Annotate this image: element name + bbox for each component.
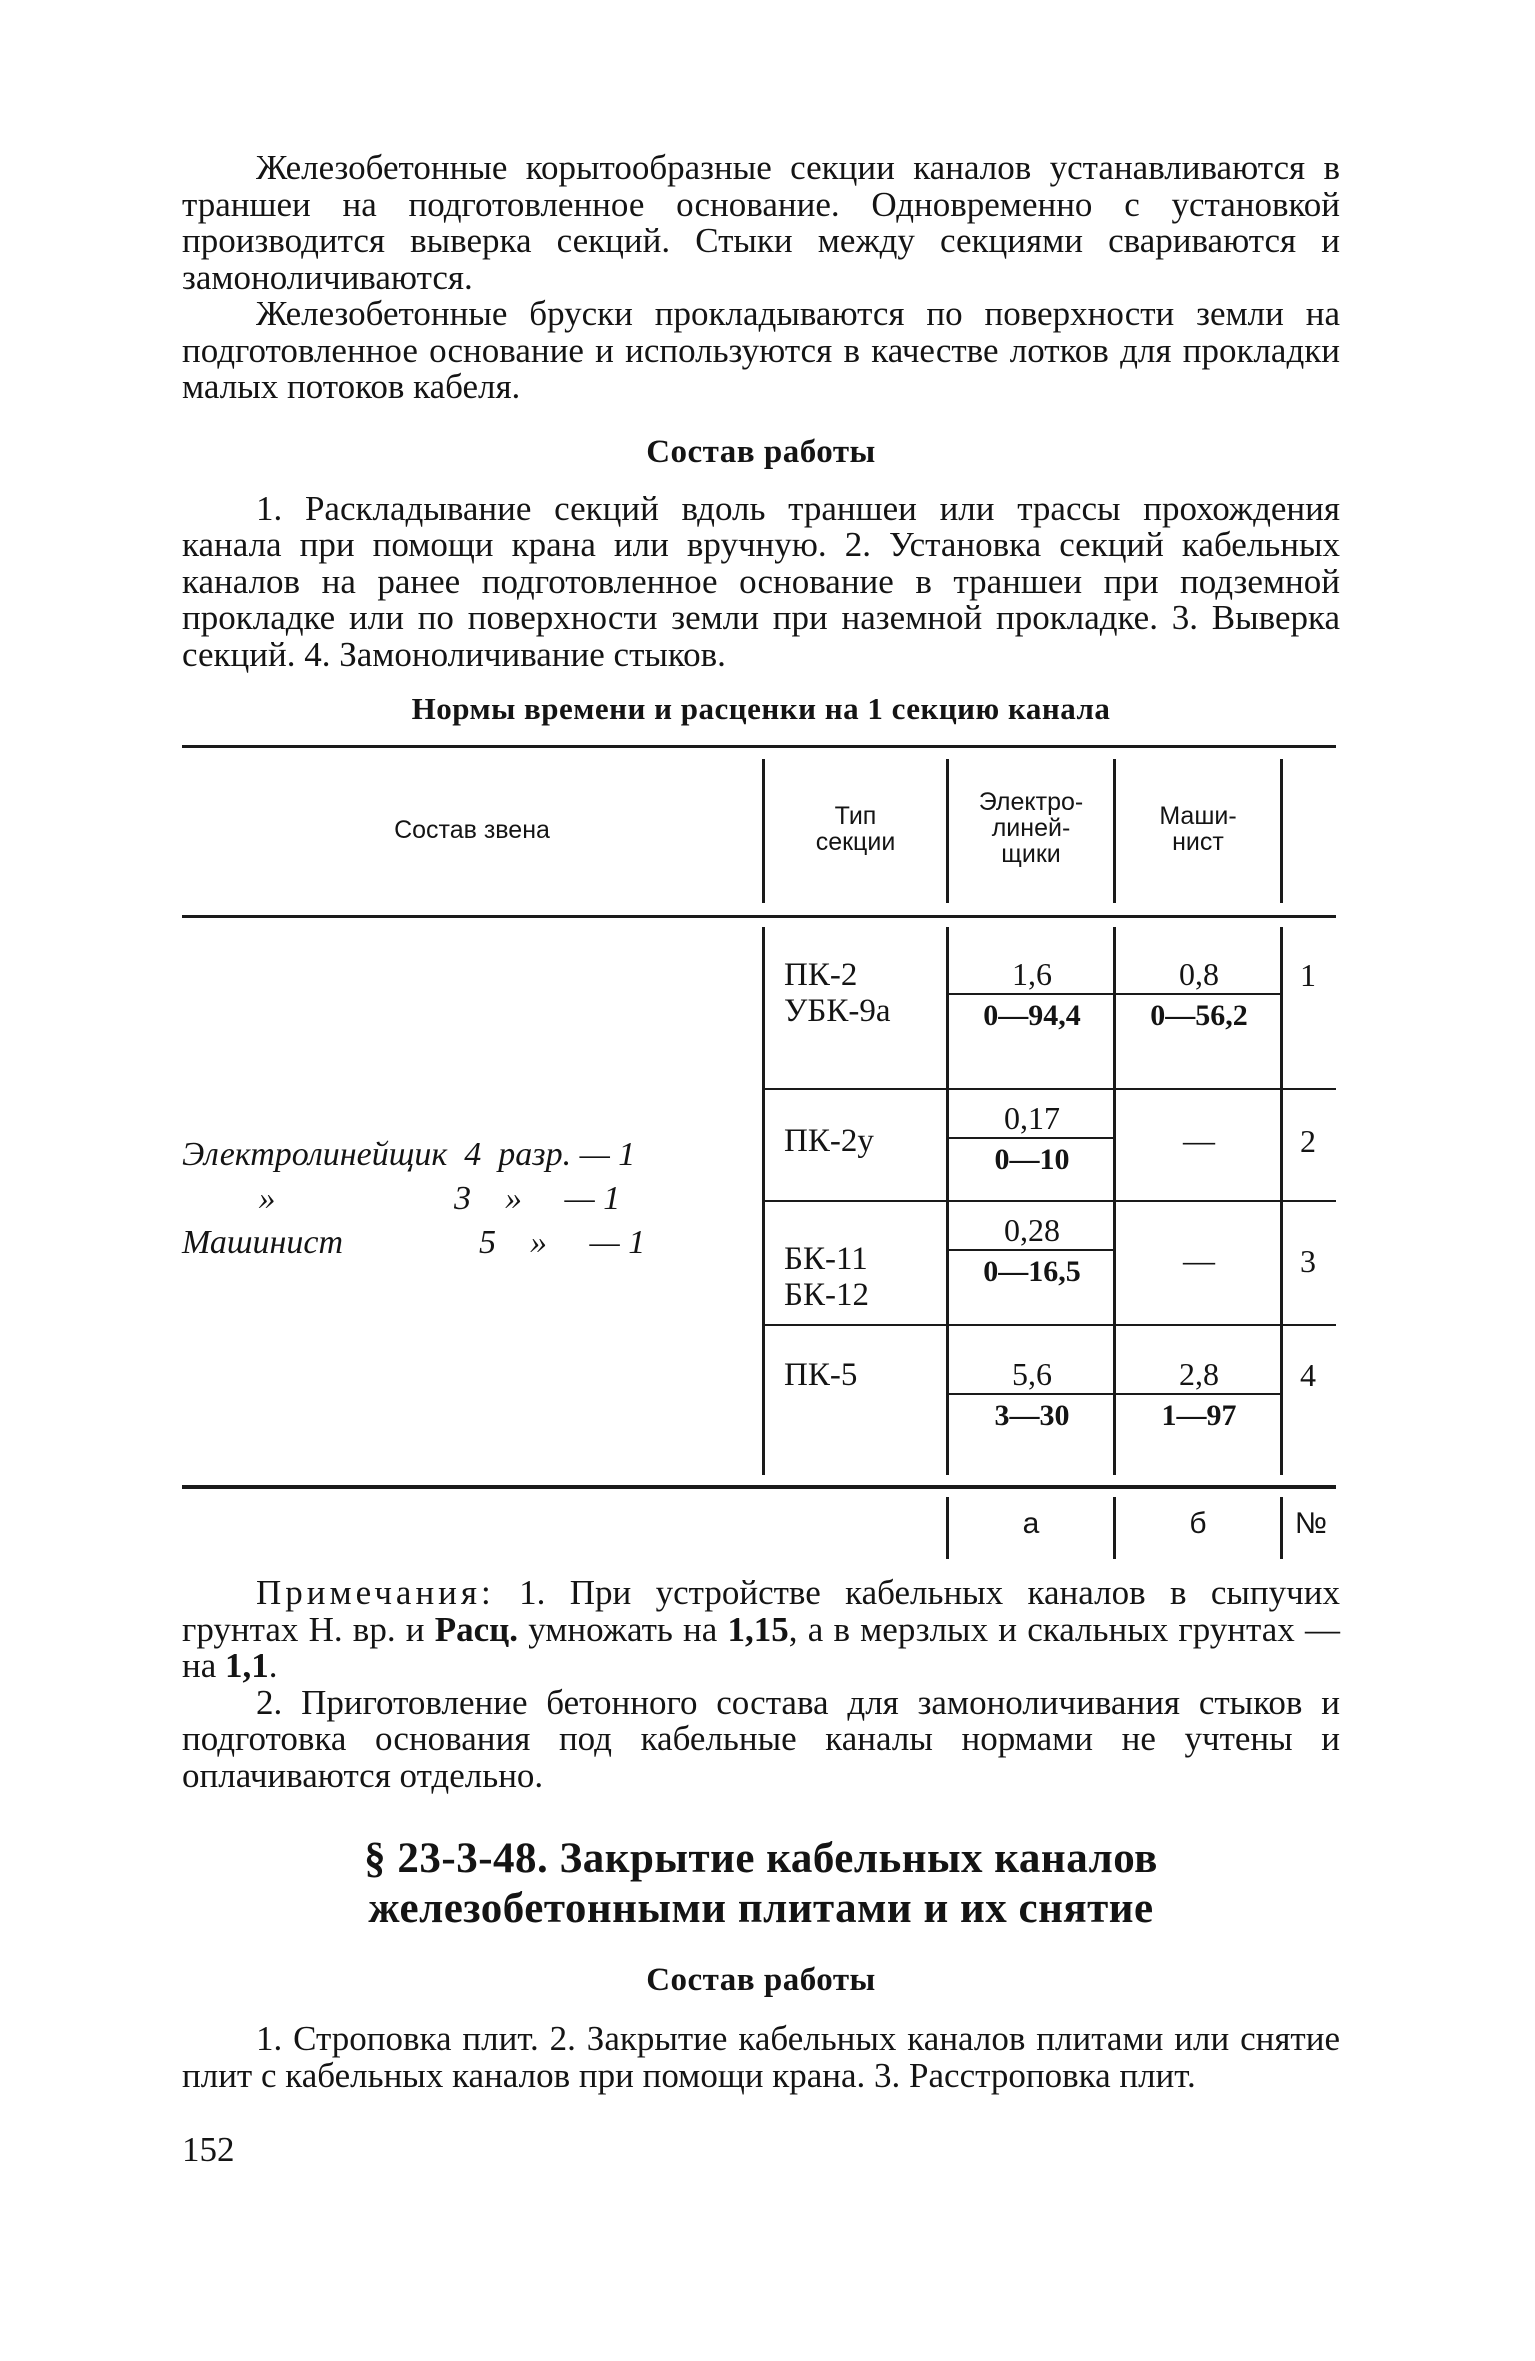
row4-machinist (1116, 1357, 1282, 1433)
row1-el-rate: 0—94,4 (949, 993, 1115, 1033)
table-top-rule (182, 745, 1336, 748)
row1-number: 1 (1300, 957, 1316, 993)
row1-type: ПК-2 УБК-9а (784, 957, 891, 1029)
work-text-1: 1. Раскладывание секций вдоль траншеи или трассы прохождения канала при помощи крана или вручную. 2. Установка секций кабельных каналов на ранее подготовленное основание в траншеи при подземной прокладке или по поверхности земли при наземной прокладке. 3. Выверка секций. 4. Замоноличивание стыков. (182, 488, 1340, 674)
footer-no: № (1294, 1507, 1328, 1540)
crew-line-1: Электролинейщик 4 разр. — 1 (182, 1136, 636, 1173)
row2-machinist-dash: — (1183, 1122, 1215, 1158)
section-title-line-1: § 23-3-48. Закрытие кабельных каналов (364, 1835, 1158, 1882)
row4-m-norm: 2,8 (1179, 1356, 1219, 1392)
row1-el-norm: 1,6 (1012, 956, 1052, 992)
row-rule-2 (765, 1200, 1336, 1202)
footer-b: б (1189, 1507, 1207, 1540)
row2-el-rate: 0—10 (949, 1137, 1115, 1177)
row1-m-rate: 0—56,2 (1116, 993, 1282, 1033)
row4-electricians (949, 1357, 1115, 1433)
footer-a: а (1022, 1507, 1040, 1540)
row4-type: ПК-5 (784, 1357, 858, 1393)
header-electricians: Электро- линей- щики (978, 788, 1084, 868)
crew-composition (182, 1133, 645, 1265)
row1-machinist (1116, 957, 1282, 1033)
norms-table (182, 745, 1340, 1565)
row1-electricians (949, 957, 1115, 1033)
row3-type: БК-11 БК-12 (784, 1241, 869, 1313)
header-machinist: Маши- нист (1159, 802, 1237, 856)
header-crew: Состав звена (394, 816, 550, 844)
row3-el-rate: 0—16,5 (949, 1249, 1115, 1289)
row3-machinist-dash: — (1183, 1242, 1215, 1278)
section-title-line-2: железобетонными плитами и их снятие (368, 1885, 1154, 1932)
work-text-2: 1. Строповка плит. 2. Закрытие кабельных каналов плитами или снятие плит с кабельных каналов при помощи крана. 3. Расстроповка плит. (182, 2019, 1340, 2095)
crew-line-3: Машинист 5 » — 1 (182, 1224, 646, 1261)
crew-line-2: » 3 » — 1 (182, 1180, 621, 1217)
row-rule-1 (765, 1088, 1336, 1090)
work-heading-2: Состав работы (646, 1962, 876, 1998)
row2-el-norm: 0,17 (1004, 1100, 1060, 1136)
intro-paragraph-1: Железобетонные корытообразные секции каналов устанавливаются в траншеи на подготовленное основание. Одновременно с установкой производится выверка секций. Стыки между секциями свариваются и замоноличиваются. (182, 148, 1340, 297)
row3-el-norm: 0,28 (1004, 1212, 1060, 1248)
row2-type: ПК-2у (784, 1123, 874, 1159)
note-1: Примечания: 1. При устройстве кабельных каналов в сыпучих грунтах Н. вр. и Расц. умножать на 1,15, а в мерзлых и скальных грунтах — на 1,1. (182, 1573, 1340, 1685)
table-bottom-rule (182, 1485, 1336, 1489)
notes-and-section (182, 1575, 1340, 2170)
row-rule-3 (765, 1324, 1336, 1326)
row4-el-norm: 5,6 (1012, 1356, 1052, 1392)
row3-number: 3 (1300, 1243, 1316, 1279)
row1-m-norm: 0,8 (1179, 956, 1219, 992)
table-caption: Нормы времени и расценки на 1 секцию канала (411, 691, 1111, 726)
row4-el-rate: 3—30 (949, 1393, 1115, 1433)
note-2: 2. Приготовление бетонного состава для замоноличивания стыков и подготовка основания под кабельные каналы нормами не учтены и оплачиваются отдельно. (182, 1682, 1340, 1795)
row4-m-rate: 1—97 (1116, 1393, 1282, 1433)
table-header-rule (182, 915, 1336, 918)
page-body (182, 150, 1340, 727)
row2-number: 2 (1300, 1123, 1316, 1159)
notes-label: Примечания: (256, 1573, 495, 1612)
row3-electricians (949, 1213, 1115, 1289)
work-heading-1: Состав работы (646, 433, 876, 470)
row4-number: 4 (1300, 1357, 1316, 1393)
page-number: 152 (182, 2130, 235, 2169)
intro-paragraph-2: Железобетонные бруски прокладываются по поверхности земли на подготовленное основание и используются в качестве лотков для прокладки малых потоков кабеля. (182, 294, 1340, 406)
header-type: Тип секции (815, 802, 896, 856)
row2-electricians (949, 1101, 1115, 1177)
